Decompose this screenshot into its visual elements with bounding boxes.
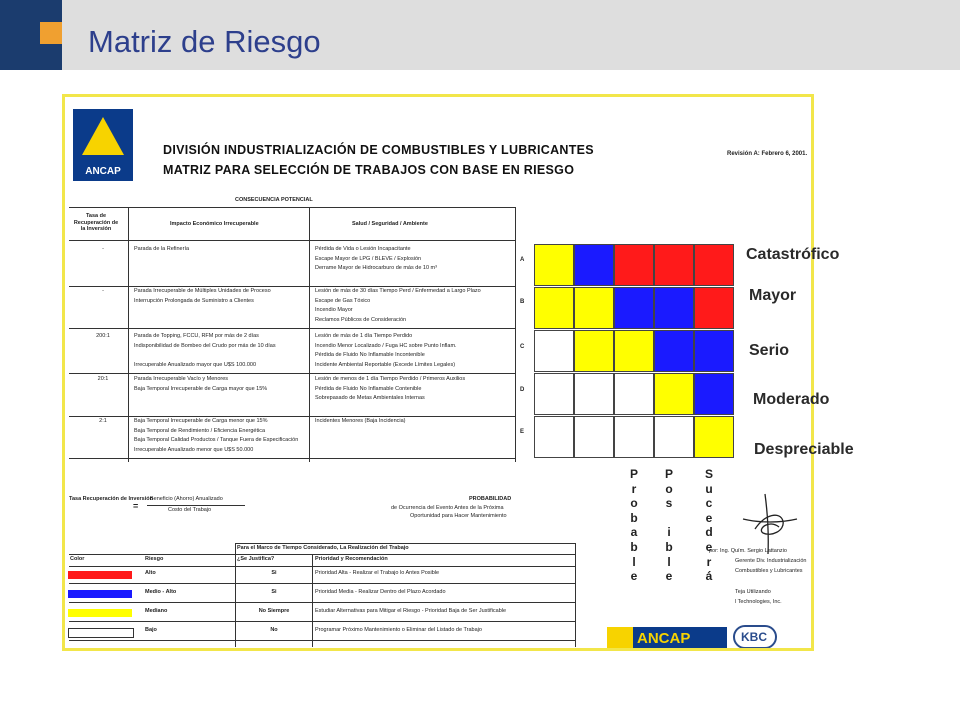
col-tasa-header: Tasa de Recuperación de la Inversión — [73, 213, 119, 233]
row-divider — [69, 286, 515, 287]
prob-letter: b — [630, 539, 638, 554]
legend-color-swatch — [68, 609, 132, 617]
consequence-salud-line: Lesión de más de 1 día Tiempo Perdido — [315, 333, 413, 339]
row-divider — [69, 416, 515, 417]
consequence-tasa: 200:1 — [96, 333, 110, 339]
ancap-bottom-logo — [607, 627, 727, 649]
legend-header-justifica: ¿Se Justifica? — [237, 556, 275, 562]
row-divider — [69, 373, 515, 374]
consequence-tasa: - — [102, 246, 104, 252]
logo-triangle-icon — [82, 117, 124, 155]
consequence-salud-line: Incidente Ambiental Reportable (Excede Límites Legales) — [315, 361, 456, 368]
note-2: l Technologies, Inc. — [735, 599, 782, 605]
legend-prioridad: Prioridad Media - Realizar Dentro del Plazo Acordado — [315, 589, 446, 595]
consequence-impacto-line: Baja Temporal Irrecuperable de Carga menor que 15% — [134, 418, 268, 424]
severity-catastrofico: Catastrófico — [746, 246, 840, 263]
prob-letter: e — [665, 569, 673, 584]
consequence-impacto-line: Interrupción Prolongada de Suministro a Clientes — [134, 297, 254, 304]
matrix-row-letter: E — [520, 429, 525, 435]
prob-letter: l — [632, 554, 636, 569]
legend-prioridad: Programar Próximo Mantenimiento o Eliminar del Listado de Trabajo — [315, 627, 482, 633]
consequence-impacto-line: Baja Temporal Irrecuperable de Carga mayor que 15% — [134, 385, 268, 392]
matrix-cell — [654, 287, 694, 329]
severity-despreciable: Despreciable — [754, 441, 854, 458]
prob-letter: b — [665, 539, 673, 554]
matrix-cell — [654, 416, 694, 458]
consequence-salud-line: Lesión de más de 30 días Tiempo Perd / Enfermedad a Largo Plazo — [315, 288, 481, 294]
consequence-impacto-line: Parada Irrecuperable de Múltiples Unidades de Proceso — [134, 288, 271, 294]
prob-letter: e — [630, 569, 638, 584]
matrix-cell — [574, 287, 614, 329]
col-salud-header: Salud / Seguridad / Ambiente — [352, 221, 428, 227]
legend-justifica: No Siempre — [258, 608, 290, 614]
legend-riesgo: Medio - Alto — [145, 589, 177, 595]
matrix-cell — [694, 373, 734, 415]
formula-label: Tasa Recuperación de Inversión — [69, 496, 153, 502]
legend-color-swatch — [68, 590, 132, 598]
prob-letter: d — [705, 525, 713, 540]
consequence-impacto-line: Parada de Topping, FCCU, RFM por más de 2 días — [134, 333, 259, 339]
legend-justifica: Si — [271, 589, 277, 595]
prob-line-1: de Ocurrencia del Evento Antes de la Próxima — [391, 505, 504, 511]
legend-color-swatch — [68, 628, 134, 638]
consequence-impacto-line: Indisponibilidad de Bombeo del Crudo por más de 10 días — [134, 342, 276, 349]
note-1: Teja Utilizando — [735, 589, 771, 595]
consequence-salud-line: Lesión de menos de 1 día Tiempo Perdido / Primeros Auxilios — [315, 376, 466, 382]
risk-matrix-document — [62, 94, 814, 651]
consequence-salud-line: Incendio Mayor — [315, 307, 353, 313]
matrix-cell — [614, 416, 654, 458]
kbc-logo — [733, 625, 777, 649]
matrix-cell — [574, 244, 614, 286]
legend-header-color: Color — [70, 556, 85, 562]
consequence-salud-line: Derrame Mayor de Hidrocarburo de más de 10 m³ — [315, 265, 437, 271]
consequence-salud-line: Incendio Menor Localizado / Fuga HC sobre Punto Inflam. — [315, 342, 457, 349]
doc-header-matrix: MATRIZ PARA SELECCIÓN DE TRABAJOS CON BASE EN RIESGO — [163, 163, 575, 177]
legend-prioridad: Prioridad Alta - Realizar el Trabajo lo Antes Posible — [315, 570, 440, 576]
matrix-cell — [614, 244, 654, 286]
matrix-cell — [534, 373, 574, 415]
matrix-row-letter: B — [520, 299, 525, 305]
formula-numerator: Beneficio (Ahorro) Anualizado — [150, 496, 223, 502]
consequence-salud-line: Escape de Gas Tóxico — [315, 297, 371, 304]
matrix-row-letter: A — [520, 257, 525, 263]
consequence-salud-line: Escape Mayor de LPG / BLEVE / Explosión — [315, 255, 422, 262]
severity-serio: Serio — [749, 342, 790, 359]
prob-letter: o — [665, 481, 673, 496]
prob-letter: l — [667, 554, 671, 569]
matrix-cell — [694, 287, 734, 329]
prob-letter: o — [630, 496, 638, 511]
matrix-cell — [534, 244, 574, 286]
severity-mayor: Mayor — [749, 287, 797, 304]
matrix-cell — [574, 416, 614, 458]
signer-name: por: Ing. Quím. Sergio Lattanzio — [709, 548, 787, 554]
kbc-logo-text: KBC — [741, 630, 767, 644]
legend-header-prioridad: Prioridad y Recomendación — [315, 556, 388, 562]
ancap-logo-mark-icon — [607, 627, 633, 649]
revision-date: Revisión A: Febrero 6, 2001. — [727, 151, 808, 157]
legend-row-divider — [69, 602, 575, 603]
consequence-salud-line: Reclamos Públicos de Consideración — [315, 316, 407, 323]
legend-riesgo: Alto — [145, 570, 156, 576]
risk-matrix-grid — [534, 244, 738, 462]
logo-text: ANCAP — [85, 166, 121, 177]
prob-letter: á — [705, 569, 713, 584]
formula-equals: = — [133, 501, 139, 511]
prob-letter: P — [664, 467, 673, 481]
legend-riesgo: Mediano — [145, 608, 168, 614]
prob-letter: u — [705, 481, 713, 496]
bottom-logo-text: ANCAP — [637, 630, 691, 647]
matrix-cell — [574, 330, 614, 372]
prob-letter: s — [665, 496, 673, 511]
consequence-impacto-line: Irrecuperable Anualizado mayor que U$S 100.000 — [134, 361, 256, 368]
matrix-cell — [614, 287, 654, 329]
prob-letter-gap — [662, 511, 676, 526]
prob-letter: r — [631, 481, 637, 496]
signer-title: Gerente Div. Industrialización — [735, 558, 807, 564]
legend-header-riesgo: Riesgo — [145, 556, 164, 562]
prob-title: PROBABILIDAD — [469, 496, 512, 502]
marco-caption: Para el Marco de Tiempo Considerado, La Realización del Trabajo — [237, 545, 409, 551]
formula-denominator: Costo del Trabajo — [168, 507, 212, 513]
prob-letter: r — [706, 554, 712, 569]
consequence-tasa: 2:1 — [99, 418, 107, 424]
prob-letter: S — [704, 467, 713, 481]
row-divider — [69, 328, 515, 329]
consequence-salud-line: Pérdida de Vida o Lesión Incapacitante — [315, 246, 411, 252]
matrix-cell — [534, 416, 574, 458]
matrix-cell — [654, 244, 694, 286]
legend-justifica: Si — [271, 570, 277, 576]
prob-col-sucedera — [702, 467, 716, 584]
prob-letter: a — [630, 525, 638, 540]
consequence-title: CONSECUENCIA POTENCIAL — [235, 197, 313, 203]
col-divider — [128, 207, 129, 462]
prob-letter: P — [629, 467, 638, 481]
prob-col-posible — [662, 467, 676, 584]
row-divider — [69, 458, 515, 459]
matrix-cell — [694, 244, 734, 286]
matrix-cell — [614, 330, 654, 372]
brand-accent-square — [40, 22, 62, 44]
legend-riesgo: Bajo — [145, 627, 157, 633]
consequence-tasa: - — [102, 288, 104, 294]
legend-prioridad: Estudiar Alternativas para Mitigar el Riesgo - Prioridad Baja de Ser Justificable — [315, 608, 507, 614]
legend-justifica: No — [270, 627, 278, 633]
consequence-impacto-line: Irrecuperable Anualizado menor que U$S 50.000 — [134, 446, 254, 453]
matrix-cell — [614, 373, 654, 415]
col-divider — [515, 207, 516, 462]
consequence-impacto-line: Baja Temporal Calidad Productos / Tanque Fuera de Especificación — [134, 437, 299, 443]
matrix-row-letter: C — [520, 344, 525, 350]
consequence-salud-line: Pérdida de Fluido No Inflamable Contenible — [315, 385, 422, 392]
col-divider — [309, 207, 310, 462]
prob-letter: i — [667, 525, 671, 540]
signer-division: Combustibles y Lubricantes — [735, 568, 803, 574]
severity-moderado: Moderado — [753, 391, 830, 408]
consequence-salud-line: Pérdida de Fluido No Inflamable Incontenible — [315, 352, 425, 358]
matrix-cell — [534, 330, 574, 372]
matrix-cell — [534, 287, 574, 329]
slide-title: Matriz de Riesgo — [88, 24, 321, 59]
matrix-cell — [574, 373, 614, 415]
prob-col-probable — [627, 467, 641, 584]
consequence-impacto-line: Parada de la Refinería — [134, 246, 190, 252]
legend-row-divider — [69, 621, 575, 622]
matrix-cell — [694, 416, 734, 458]
ancap-logo — [73, 109, 133, 181]
legend-row-divider — [69, 583, 575, 584]
consequence-tasa: 20:1 — [97, 376, 109, 382]
consequence-impacto-line: Baja Temporal de Rendimiento / Eficiencia Energética — [134, 427, 266, 434]
matrix-cell — [694, 330, 734, 372]
matrix-row-letter: D — [520, 387, 525, 393]
consequence-salud-line: Sobrepasado de Metas Ambientales Internas — [315, 395, 425, 401]
consequence-impacto-line: Parada Irrecuperable Vacío y Menores — [134, 376, 229, 382]
matrix-cell — [654, 330, 694, 372]
legend-row-divider — [69, 640, 575, 641]
prob-line-2: Oportunidad para Hacer Mantenimiento — [410, 513, 507, 519]
col-impacto-header: Impacto Económico Irrecuperable — [170, 221, 259, 227]
consequence-salud-line: Incidentes Menores (Baja Incidencia) — [315, 418, 406, 424]
prob-letter: e — [705, 539, 713, 554]
prob-letter: b — [630, 510, 638, 525]
doc-header-division: DIVISIÓN INDUSTRIALIZACIÓN DE COMBUSTIBLES Y LUBRICANTES — [163, 143, 594, 157]
legend-color-swatch — [68, 571, 132, 579]
prob-letter: c — [705, 496, 713, 511]
prob-letter: e — [705, 510, 713, 525]
matrix-cell — [654, 373, 694, 415]
